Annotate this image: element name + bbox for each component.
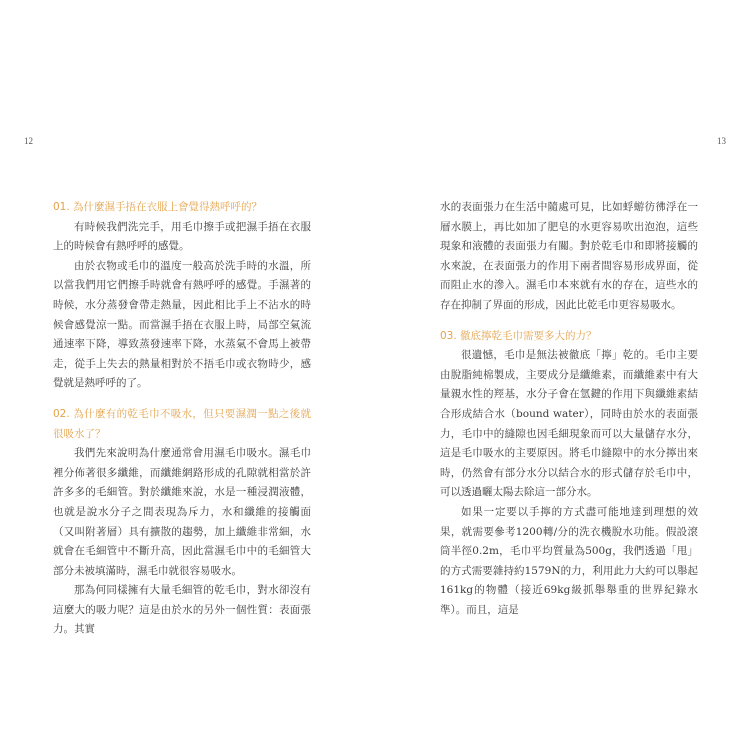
paragraph: 如果一定要以手擰的方式盡可能地達到理想的效果，就需要參考1200轉/分的洗衣機脫水功能。假設滾筒半徑0.2m，毛巾平均質量為500g，我們透過「甩」的方式需要雜持約1579N的力，利用此力大約可以舉起161kg的物體（接近69kg級抓舉舉重的世界紀錄水準）。而且，這是: [440, 505, 698, 616]
paragraph: 那為何同樣擁有大量毛細管的乾毛巾，對水卻沒有這麼大的吸力呢？這是由於水的另外一個性質：表面張力。其實: [53, 584, 311, 636]
question-03-heading: 03. 徹底擰乾毛巾需要多大的力？: [440, 329, 597, 342]
right-page-number: 13: [717, 136, 726, 146]
paragraph: 由於衣物或毛巾的溫度一般高於洗手時的水溫，所以當我們用它們擦手時就會有熱呼呼的感覺。手濕著的時候，水分蒸發會帶走熱量，因此相比手上不沾水的時候會感覺涼一點。而當濕手捂在衣服上時，局部空氣流通速率下降，導致蒸發速率下降，水蒸氣不會馬上被帶走，從手上失去的熱量相對於不捂毛巾或衣物時少，感覺就是熱呼呼的了。: [53, 259, 311, 390]
question-01-heading: 01. 為什麼濕手捂在衣服上會覺得熱呼呼的？: [53, 201, 263, 213]
paragraph: 有時候我們洗完手，用毛巾擦手或把濕手捂在衣服上的時候會有熱呼呼的感覺。: [53, 220, 311, 253]
right-column: [440, 198, 698, 620]
paragraph: 很遺憾，毛巾是無法被徹底「擰」乾的。毛巾主要由脫脂純棉製成，主要成分是纖維素，而纖維素中有大量親水性的羥基，水分子會在氫鍵的作用下與纖維素結合形成結合水（bound water），同時由於水的表面張力，毛巾中的縫隙也因毛細現象而可以大量儲存水分，這是毛巾吸水的主要原因。將毛巾縫隙中的水分擰出來時，仍然會有部分水分以結合水的形式儲存於毛巾中，可以透過曬太陽去除這一部分水。: [440, 349, 698, 499]
question-02-heading: 02. 為什麼有的乾毛巾不吸水，但只要濕潤一點之後就很吸水了？: [53, 407, 311, 440]
paragraph: 我們先來說明為什麼通常會用濕毛巾吸水。濕毛巾裡分佈著很多纖維，而纖維網路形成的孔隙就相當於許許多多的毛細管。對於纖維來說，水是一種浸潤液體，也就是說水分子之間表現為斥力，水和纖維的接觸面（又叫附著層）具有擴散的趨勢，加上纖維非常細，水就會在毛細管中不斷升高，因此當濕毛巾中的毛細管大部分未被填滿時，濕毛巾就很容易吸水。: [53, 447, 311, 577]
paragraph: 水的表面張力在生活中隨處可見，比如蜉蝣彷彿浮在一層水膜上，再比如加了肥皂的水更容易吹出泡泡，這些現象和液體的表面張力有關。對於乾毛巾和即將接觸的水來說，在表面張力的作用下兩者間容易形成界面，從而阻止水的滲入。濕毛巾本來就有水的存在，這些水的存在抑制了界面的形成，因此比乾毛巾更容易吸水。: [440, 201, 698, 311]
left-page-number: 12: [24, 136, 33, 146]
left-column: [53, 198, 311, 640]
